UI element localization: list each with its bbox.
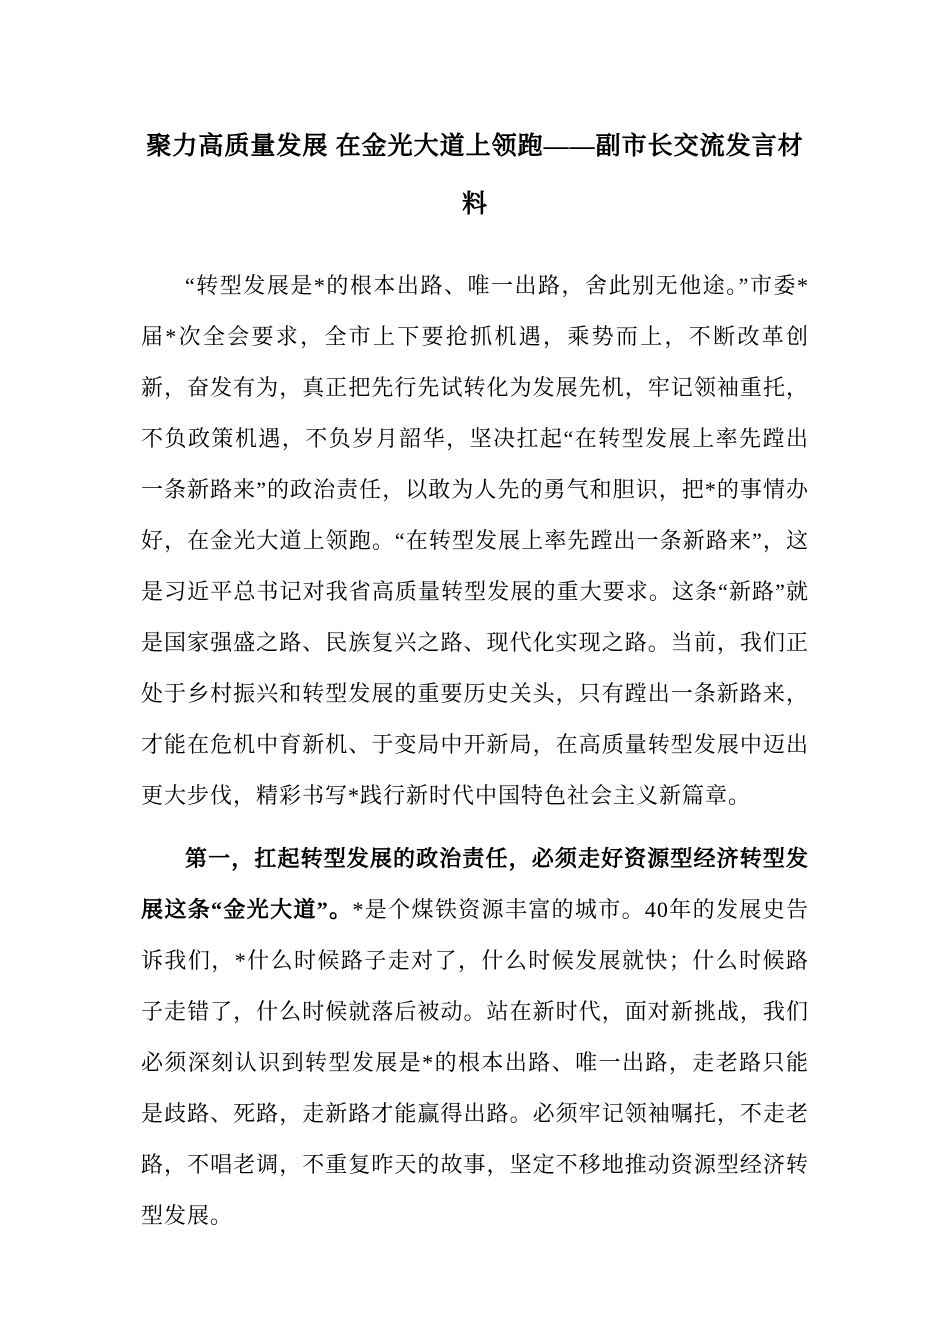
- paragraph-2: [141, 833, 809, 1241]
- paragraph-1: [141, 260, 809, 821]
- paragraph-2-bold-lead: 第一，扛起转型发展的政治责任，必须走好资源型经济转型发展这条“金光大道”。: [141, 846, 809, 922]
- document-body: [141, 260, 809, 1241]
- paragraph-1-text: “转型发展是*的根本出路、唯一出路，舍此别无他途。”市委*届*次全会要求，全市上下要抢抓机遇，乘势而上，不断改革创新，奋发有为，真正把先行先试转化为发展先机，牢记领袖重托，不负政策机遇，不负岁月韶华，坚决扛起“在转型发展上率先蹚出一条新路来”的政治责任，以敢为人先的勇气和胆识，把*的事情办好，在金光大道上领跑。“在转型发展上率先蹚出一条新路来”，这是习近平总书记对我省高质量转型发展的重大要求。这条“新路”就是国家强盛之路、民族复兴之路、现代化实现之路。当前，我们正处于乡村振兴和转型发展的重要历史关头，只有蹚出一条新路来，才能在危机中育新机、于变局中开新局，在高质量转型发展中迈出更大步伐，精彩书写*践行新时代中国特色社会主义新篇章。: [141, 273, 809, 808]
- document-title: 聚力高质量发展 在金光大道上领跑——副市长交流发言材料: [146, 133, 804, 218]
- paragraph-2-text: *是个煤铁资源丰富的城市。40年的发展史告诉我们，*什么时候路子走对了，什么时候发展就快；什么时候路子走错了，什么时候就落后被动。站在新时代，面对新挑战，我们必须深刻认识到转型发展是*的根本出路、唯一出路，走老路只能是歧路、死路，走新路才能赢得出路。必须牢记领袖嘱托，不走老路，不唱老调，不重复昨天的故事，坚定不移地推动资源型经济转型发展。: [141, 897, 809, 1228]
